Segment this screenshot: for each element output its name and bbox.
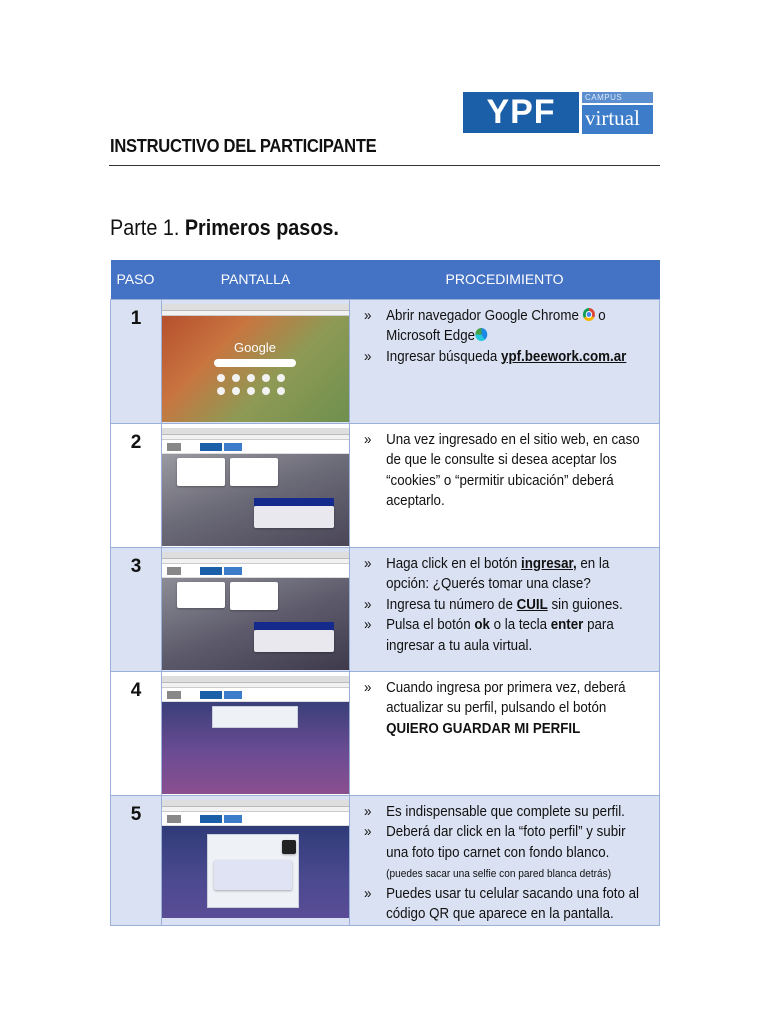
selfie-note: (puedes sacar una selfie con pared blanca detrás)	[386, 868, 612, 880]
procedure-list	[364, 554, 644, 657]
list-item: » Cuando ingresa por primera vez, deberá actualizar su perfil, pulsando el botón QUIERO GUARDAR MI PERFIL	[364, 678, 644, 740]
procedure-list	[364, 306, 644, 368]
list-item: » Es indispensable que complete su perfil.	[364, 802, 644, 823]
header-paso: PASO	[111, 260, 162, 299]
google-logo-text: Google	[234, 339, 276, 355]
title-divider	[109, 165, 660, 166]
section-prefix: Parte 1.	[110, 215, 180, 240]
list-item: » Deberá dar click en la “foto perfil” y subir una foto tipo carnet con fondo blanco. (puedes sacar una selfie con pared blanca detrás)	[364, 822, 644, 884]
table-row-step-1	[111, 299, 660, 423]
step-number: 1	[111, 299, 162, 423]
step-number: 2	[111, 423, 162, 547]
site-url-link[interactable]: ypf.beework.com.ar	[501, 348, 627, 365]
header-procedimiento: PROCEDIMIENTO	[350, 260, 660, 299]
table-row-step-4	[111, 671, 660, 795]
procedure-list	[364, 802, 644, 925]
edge-icon	[475, 328, 487, 341]
table-row-step-5	[111, 795, 660, 925]
list-item: » Ingresa tu número de CUIL sin guiones.	[364, 595, 644, 616]
list-item: » Haga click en el botón ingresar, en la opción: ¿Querés tomar una clase?	[364, 554, 644, 595]
screenshot-login	[162, 552, 349, 670]
ypf-campus-virtual-logo	[463, 92, 656, 134]
save-profile-button-ref: QUIERO GUARDAR MI PERFIL	[386, 720, 581, 737]
screenshot-profile-prompt	[162, 676, 349, 794]
list-item: » Ingresar búsqueda ypf.beework.com.ar	[364, 347, 644, 368]
cuil-field-ref: CUIL	[516, 596, 548, 613]
procedure-list	[364, 430, 644, 512]
procedure-list	[364, 678, 644, 740]
table-header-row	[111, 260, 660, 299]
screenshot-profile-form	[162, 800, 349, 918]
logo-ypf-mark: YPF	[463, 92, 579, 133]
section-title: Primeros pasos.	[184, 215, 339, 240]
table-row-step-3	[111, 547, 660, 671]
logo-campus-text: CAMPUS	[582, 92, 653, 103]
step-number: 5	[111, 795, 162, 925]
document-title: INSTRUCTIVO DEL PARTICIPANTE	[110, 136, 377, 156]
logo-campus-virtual	[582, 92, 653, 134]
search-box-thumbnail	[214, 359, 296, 367]
screenshot-cookies-prompt	[162, 428, 349, 546]
header-pantalla: PANTALLA	[162, 260, 350, 299]
step-number: 3	[111, 547, 162, 671]
section-heading	[110, 215, 339, 241]
screenshot-google-home	[162, 304, 349, 422]
step-number: 4	[111, 671, 162, 795]
list-item: » Pulsa el botón ok o la tecla enter para ingresar a tu aula virtual.	[364, 615, 644, 656]
list-item: » Abrir navegador Google Chrome o Microsoft Edge	[364, 306, 644, 347]
chrome-icon	[583, 308, 595, 321]
list-item: » Una vez ingresado en el sitio web, en caso de que le consulte si desea aceptar los “cookies” o “permitir ubicación” deberá aceptarlo.	[364, 430, 644, 512]
table-row-step-2	[111, 423, 660, 547]
steps-table	[110, 260, 660, 926]
ingresar-button-ref: ingresar,	[521, 555, 577, 572]
list-item: » Puedes usar tu celular sacando una foto al código QR que aparece en la pantalla.	[364, 884, 644, 925]
logo-virtual-text: virtual	[582, 105, 653, 134]
